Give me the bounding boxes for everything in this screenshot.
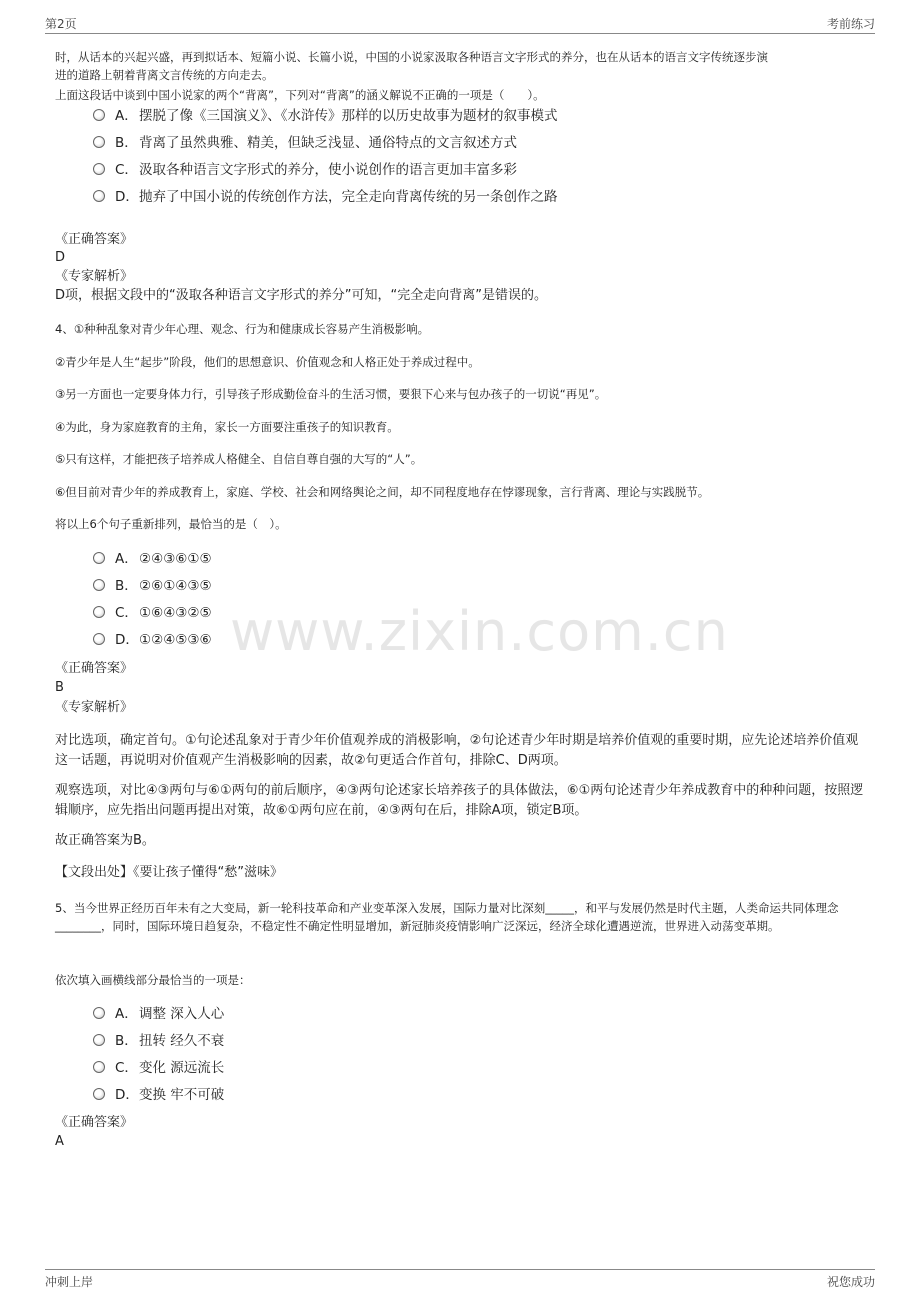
option-text: ②⑥①④③⑤ <box>139 578 212 594</box>
q3-passage-line2: 进的道路上朝着背离文言传统的方向走去。 <box>55 68 274 82</box>
watermark: www.zixin.com.cn <box>230 600 729 663</box>
q4-source: 【文段出处】《要让孩子懂得“愁”滋味》 <box>55 865 283 880</box>
q4-sentence-5: ⑤只有这样，才能把孩子培养成人格健全、自信自尊自强的大写的“人”。 <box>55 452 423 466</box>
radio-icon[interactable] <box>93 1061 105 1073</box>
q3-question: 上面这段话中谈到中国小说家的两个“背离”，下列对“背离”的涵义解说不正确的一项是（ ）。 <box>55 88 545 102</box>
q3-option-b[interactable]: B．背离了虽然典雅、精美，但缺乏浅显、通俗特点的文言叙述方式 <box>93 133 517 153</box>
option-text: 汲取各种语言文字形式的养分，使小说创作的语言更加丰富多彩 <box>139 162 517 178</box>
radio-icon[interactable] <box>93 579 105 591</box>
q5-option-b[interactable]: B．扭转 经久不衰 <box>93 1031 224 1051</box>
option-text: 扭转 经久不衰 <box>139 1033 225 1049</box>
option-text: ①⑥④③②⑤ <box>139 605 212 621</box>
q3-option-c[interactable]: C．汲取各种语言文字形式的养分，使小说创作的语言更加丰富多彩 <box>93 160 517 180</box>
option-text: 抛弃了中国小说的传统创作方法，完全走向背离传统的另一条创作之路 <box>139 189 558 205</box>
q3-analysis-label: 《专家解析》 <box>55 269 134 284</box>
q4-question: 将以上6个句子重新排列，最恰当的是（ ）。 <box>55 517 287 531</box>
q4-answer: B <box>55 680 64 695</box>
q4-option-a[interactable]: A．②④③⑥①⑤ <box>93 549 212 569</box>
q5-passage: 5、当今世界正经历百年未有之大变局，新一轮科技革命和产业变革深入发展，国际力量对比深刻_____，和平与发展仍然是时代主题，人类命运共同体理念________，同时，国际环境日趋复杂，不稳定性不确定性明显增加，新冠肺炎疫情影响广泛深远，经济全球化遭遇逆流，世界进入动荡变革期。 <box>55 901 839 933</box>
q3-answer-label: 《正确答案》 <box>55 232 134 247</box>
radio-icon[interactable] <box>93 633 105 645</box>
page-number: 第2页 <box>45 17 77 31</box>
q4-sentence-6: ⑥但目前对青少年的养成教育上，家庭、学校、社会和网络舆论之间，却不同程度地存在悖谬现象，言行背离、理论与实践脱节。 <box>55 485 710 499</box>
option-text: 变换 牢不可破 <box>139 1087 225 1103</box>
q4-option-b[interactable]: B．②⑥①④③⑤ <box>93 576 212 596</box>
radio-icon[interactable] <box>93 606 105 618</box>
q5-answer: A <box>55 1134 64 1149</box>
q4-analysis-p1: 对比选项，确定首句。①句论述乱象对于青少年价值观养成的消极影响，②句论述青少年时期是培养价值观的重要时期，应先论述培养价值观这一话题，再说明对价值观产生消极影响的因素，故②句更适合作首句，排除C、D两项。 <box>55 733 859 768</box>
q3-answer: D <box>55 250 66 265</box>
q5-option-a[interactable]: A．调整 深入人心 <box>93 1004 224 1024</box>
q4-option-c[interactable]: C．①⑥④③②⑤ <box>93 603 212 623</box>
option-text: 背离了虽然典雅、精美，但缺乏浅显、通俗特点的文言叙述方式 <box>139 135 517 151</box>
q5-option-c[interactable]: C．变化 源远流长 <box>93 1058 224 1078</box>
q4-answer-label: 《正确答案》 <box>55 661 134 676</box>
q4-sentence-4: ④为此，身为家庭教育的主角，家长一方面要注重孩子的知识教育。 <box>55 420 399 434</box>
footer-right: 祝您成功 <box>826 1275 875 1289</box>
radio-icon[interactable] <box>93 1088 105 1100</box>
q3-passage-line1: 时，从话本的兴起兴盛，再到拟话本、短篇小说、长篇小说，中国的小说家汲取各种语言文字形式的养分，也在从话本的语言文字传统逐步演 <box>55 50 768 64</box>
q4-sentence-1: 4、①种种乱象对青少年心理、观念、行为和健康成长容易产生消极影响。 <box>55 322 430 336</box>
q5-option-d[interactable]: D．变换 牢不可破 <box>93 1085 224 1105</box>
radio-icon[interactable] <box>93 109 105 121</box>
q3-option-a[interactable]: A．摆脱了像《三国演义》、《水浒传》那样的以历史故事为题材的叙事模式 <box>93 106 558 126</box>
q5-answer-label: 《正确答案》 <box>55 1115 134 1130</box>
q4-sentence-3: ③另一方面也一定要身体力行，引导孩子形成勤俭奋斗的生活习惯，要狠下心来与包办孩子的一切说“再见”。 <box>55 387 607 401</box>
q5-question: 依次填入画横线部分最恰当的一项是： <box>55 973 251 987</box>
page-header <box>45 13 875 34</box>
q4-analysis-p2: 观察选项，对比④③两句与⑥①两句的前后顺序，④③两句论述家长培养孩子的具体做法，⑥①两句论述青少年养成教育中的种种问题，按照逻辑顺序，应先指出问题再提出对策，故⑥①两句应在前，④③两句在后，排除A项，锁定B项。 <box>55 783 864 818</box>
radio-icon[interactable] <box>93 190 105 202</box>
footer-left: 冲刺上岸 <box>45 1275 94 1289</box>
option-text: ①②④⑤③⑥ <box>139 632 212 648</box>
radio-icon[interactable] <box>93 1034 105 1046</box>
option-text: 变化 源远流长 <box>139 1060 225 1076</box>
header-title: 考前练习 <box>826 17 875 31</box>
q3-analysis: D项，根据文段中的“汲取各种语言文字形式的养分”可知，“完全走向背离”是错误的。 <box>55 288 547 303</box>
q4-sentence-2: ②青少年是人生“起步”阶段，他们的思想意识、价值观念和人格正处于养成过程中。 <box>55 355 480 369</box>
option-text: ②④③⑥①⑤ <box>139 551 212 567</box>
radio-icon[interactable] <box>93 552 105 564</box>
radio-icon[interactable] <box>93 163 105 175</box>
q4-analysis-label: 《专家解析》 <box>55 700 134 715</box>
q4-option-d[interactable]: D．①②④⑤③⑥ <box>93 630 212 650</box>
q4-analysis-p3: 故正确答案为B。 <box>55 833 155 848</box>
radio-icon[interactable] <box>93 136 105 148</box>
page-footer <box>45 1269 875 1292</box>
q3-option-d[interactable]: D．抛弃了中国小说的传统创作方法，完全走向背离传统的另一条创作之路 <box>93 187 558 207</box>
option-text: 摆脱了像《三国演义》、《水浒传》那样的以历史故事为题材的叙事模式 <box>139 108 558 124</box>
option-text: 调整 深入人心 <box>139 1006 225 1022</box>
radio-icon[interactable] <box>93 1007 105 1019</box>
